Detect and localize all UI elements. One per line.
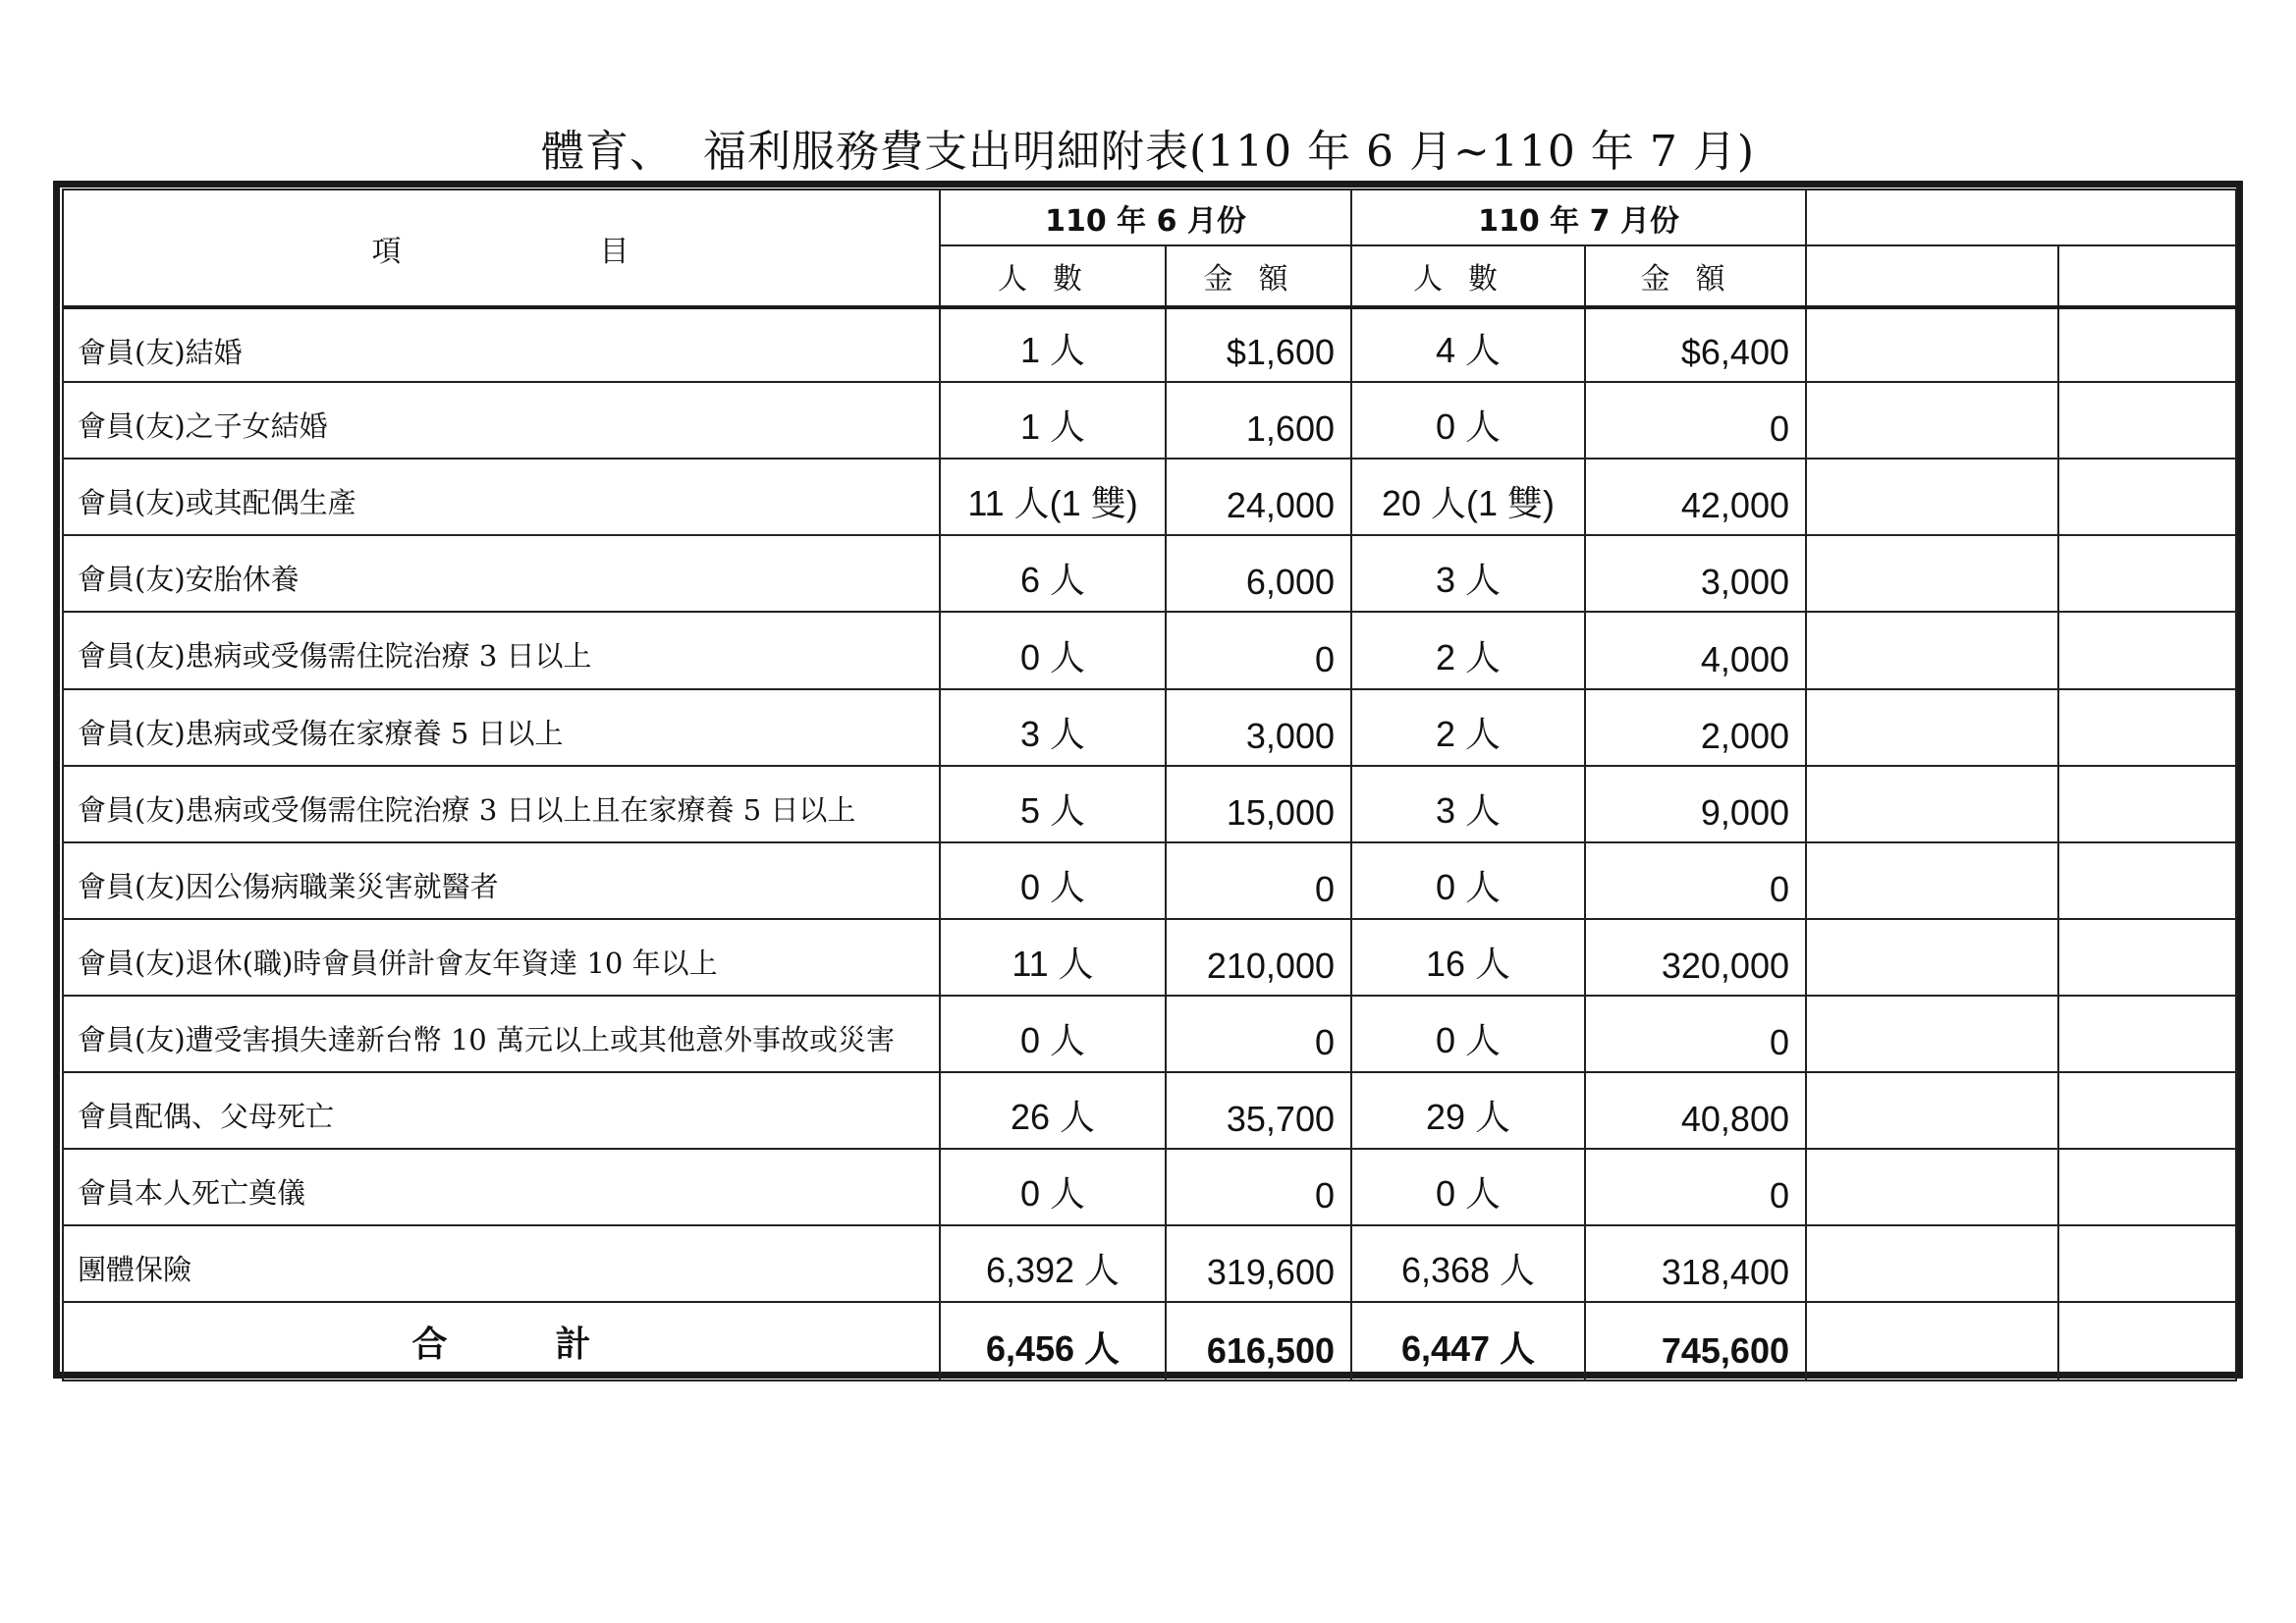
total-jun-amount-value: 616,500 [1206,1330,1335,1371]
jun-count-value: 11 人(1 雙) [967,483,1138,523]
total-label-char-2: 計 [555,1323,591,1365]
jun-count-value: 11 人 [1011,944,1094,984]
jul-count-cell [1351,689,1585,766]
jul-count-cell [1351,307,1585,382]
jun-amount-value: 0 [1314,639,1335,679]
blank-cell [1806,1149,2058,1225]
blank-cell [1806,689,2058,766]
table-row [63,535,2236,612]
table-row [63,612,2236,689]
table-row [63,382,2236,459]
jul-amount-cell [1585,1149,1806,1225]
item-header-char-1: 項 [371,234,404,269]
item-cell [63,1225,940,1302]
jul-count-value: 6,368 人 [1400,1250,1536,1290]
jul-amount-cell [1585,612,1806,689]
blank-cell [2058,996,2236,1072]
jun-amount-value: 3,000 [1245,716,1335,756]
jul-count-cell [1351,535,1585,612]
jun-amount-value: 0 [1314,869,1335,909]
table-row [63,919,2236,996]
jun-amount-value: 6,000 [1245,562,1335,602]
blank-cell [2058,459,2236,535]
total-jul-count-value: 6,447 人 [1400,1328,1536,1369]
jul-amount-value: 3,000 [1700,562,1789,602]
jul-count-value: 0 人 [1435,406,1502,447]
jun-amount-cell [1166,919,1351,996]
table-row [63,1225,2236,1302]
blank-cell [2058,382,2236,459]
jun-count-value: 6 人 [1019,560,1086,600]
jun-count-cell [940,535,1166,612]
jun-amount-cell [1166,1072,1351,1149]
jul-count-value: 0 人 [1435,1020,1502,1060]
blank-cell [1806,307,2058,382]
item-cell [63,1149,940,1225]
jun-amount-cell [1166,842,1351,919]
jun-count-cell [940,307,1166,382]
amount-header-jun: 金額 [1166,245,1351,307]
jul-count-cell [1351,842,1585,919]
jul-amount-value: 4,000 [1700,639,1789,679]
month-header-jun: 110 年 6 月份 [940,189,1351,245]
month-header-jul: 110 年 7 月份 [1351,189,1806,245]
item-label: 會員(友)患病或受傷在家療養 5 日以上 [78,717,564,750]
jul-amount-value: 320,000 [1661,946,1789,986]
table-row [63,766,2236,842]
item-cell [63,842,940,919]
item-cell [63,307,940,382]
jul-count-value: 2 人 [1435,714,1502,754]
jun-amount-value: 319,600 [1206,1252,1335,1292]
jul-count-cell [1351,382,1585,459]
item-label: 會員(友)患病或受傷需住院治療 3 日以上且在家療養 5 日以上 [78,793,856,827]
jun-amount-cell [1166,459,1351,535]
jun-amount-cell [1166,996,1351,1072]
jul-count-value: 3 人 [1435,790,1502,831]
blank-cell [1806,1072,2058,1149]
blank-cell [2058,612,2236,689]
item-cell [63,996,940,1072]
jun-amount-cell [1166,1225,1351,1302]
jul-count-value: 0 人 [1435,867,1502,907]
jun-count-cell [940,1149,1166,1225]
item-label: 會員(友)之子女結婚 [78,409,328,443]
item-cell [63,459,940,535]
table-row [63,1072,2236,1149]
total-jul-amount-cell [1585,1302,1806,1380]
blank-cell [1806,766,2058,842]
jun-count-cell [940,1072,1166,1149]
item-label: 團體保險 [78,1253,192,1286]
item-label: 會員配偶、父母死亡 [78,1100,335,1133]
item-column-header [63,189,940,307]
item-label: 會員(友)遭受害損失達新台幣 10 萬元以上或其他意外事故或災害 [78,1023,895,1056]
jul-count-value: 3 人 [1435,560,1502,600]
count-header-jun: 人數 [940,245,1166,307]
item-label: 會員(友)患病或受傷需住院治療 3 日以上 [78,639,592,673]
blank-cell [1806,842,2058,919]
table-row [63,307,2236,382]
item-cell [63,382,940,459]
item-label: 會員(友)安胎休養 [78,563,300,596]
blank-cell [1806,535,2058,612]
jun-count-cell [940,382,1166,459]
jul-amount-value: 42,000 [1680,485,1789,525]
blank-cell [2058,919,2236,996]
total-label-cell [63,1302,940,1380]
jul-amount-value: 0 [1769,1175,1789,1216]
jun-amount-cell [1166,382,1351,459]
jul-amount-cell [1585,1072,1806,1149]
jun-amount-cell [1166,689,1351,766]
item-label: 會員(友)因公傷病職業災害就醫者 [78,870,499,903]
jun-amount-value: 0 [1314,1175,1335,1216]
total-jul-count-cell [1351,1302,1585,1380]
jun-count-cell [940,996,1166,1072]
jul-amount-value: 9,000 [1700,792,1789,833]
table-row [63,1149,2236,1225]
blank-cell [2058,307,2236,382]
jun-amount-cell [1166,535,1351,612]
jun-count-value: 26 人 [1010,1097,1096,1137]
jun-count-value: 5 人 [1019,790,1086,831]
table-row [63,996,2236,1072]
jul-count-cell [1351,996,1585,1072]
item-label: 會員(友)或其配偶生產 [78,486,356,519]
jun-count-cell [940,766,1166,842]
jun-count-cell [940,1225,1166,1302]
blank-cell [2058,766,2236,842]
total-label-char-1: 合 [411,1323,448,1365]
jun-count-cell [940,919,1166,996]
jul-amount-cell [1585,996,1806,1072]
jun-amount-value: $1,600 [1226,332,1335,372]
jun-amount-cell [1166,766,1351,842]
jul-amount-cell [1585,535,1806,612]
jun-count-value: 0 人 [1019,867,1086,907]
jun-amount-cell [1166,1149,1351,1225]
jul-amount-value: 318,400 [1661,1252,1789,1292]
blank-cell [2058,1149,2236,1225]
blank-cell [1806,996,2058,1072]
jul-amount-cell [1585,307,1806,382]
total-jun-count-value: 6,456 人 [985,1328,1121,1369]
jul-amount-value: 0 [1769,1022,1789,1062]
blank-cell [1806,919,2058,996]
jun-count-value: 1 人 [1019,330,1086,370]
jun-amount-value: 35,700 [1226,1099,1335,1139]
total-jul-amount-value: 745,600 [1661,1330,1789,1371]
jul-amount-value: 0 [1769,869,1789,909]
total-row [63,1302,2236,1380]
page-title: 體育、 福利服務費支出明細附表(110 年 6 月~110 年 7 月) [540,127,1756,177]
jul-count-value: 20 人(1 雙) [1381,483,1556,523]
blank-cell [1806,459,2058,535]
blank-cell [1806,1225,2058,1302]
item-label: 會員(友)結婚 [78,336,243,369]
jun-count-value: 6,392 人 [985,1250,1121,1290]
item-header-char-2: 目 [599,234,631,269]
count-header-jul: 人數 [1351,245,1585,307]
total-jun-count-cell [940,1302,1166,1380]
item-label: 會員本人死亡奠儀 [78,1176,306,1210]
item-cell [63,535,940,612]
jun-count-value: 3 人 [1019,714,1086,754]
jun-count-cell [940,842,1166,919]
jul-amount-cell [1585,1225,1806,1302]
jun-amount-cell [1166,307,1351,382]
jul-count-value: 29 人 [1425,1097,1511,1137]
expense-table [62,189,2237,1381]
blank-cell [2058,245,2236,307]
jul-amount-cell [1585,766,1806,842]
jul-count-value: 16 人 [1425,944,1511,984]
item-cell [63,919,940,996]
jun-amount-value: 24,000 [1226,485,1335,525]
jul-amount-cell [1585,689,1806,766]
jun-amount-value: 210,000 [1206,946,1335,986]
jun-count-value: 0 人 [1019,637,1086,677]
blank-cell [2058,689,2236,766]
total-jun-amount-cell [1166,1302,1351,1380]
table-row [63,842,2236,919]
jul-count-cell [1351,612,1585,689]
item-cell [63,612,940,689]
jul-amount-cell [1585,459,1806,535]
item-cell [63,766,940,842]
jul-count-cell [1351,919,1585,996]
jul-count-cell [1351,459,1585,535]
jul-count-cell [1351,1072,1585,1149]
jul-amount-cell [1585,919,1806,996]
item-cell [63,1072,940,1149]
jul-count-cell [1351,1149,1585,1225]
jul-amount-value: 2,000 [1700,716,1789,756]
blank-cell [1806,382,2058,459]
jul-amount-value: 0 [1769,408,1789,449]
jun-amount-value: 0 [1314,1022,1335,1062]
jul-amount-cell [1585,842,1806,919]
jul-count-cell [1351,766,1585,842]
blank-cell [2058,1072,2236,1149]
jun-amount-value: 1,600 [1245,408,1335,449]
jun-count-cell [940,689,1166,766]
jul-count-value: 0 人 [1435,1173,1502,1214]
jun-count-value: 0 人 [1019,1020,1086,1060]
table-row [63,689,2236,766]
blank-cell [2058,1302,2236,1380]
item-cell [63,689,940,766]
jul-amount-cell [1585,382,1806,459]
jul-amount-value: $6,400 [1680,332,1789,372]
item-label: 會員(友)退休(職)時會員併計會友年資達 10 年以上 [78,947,718,980]
blank-header [1806,189,2236,245]
amount-header-jul: 金額 [1585,245,1806,307]
blank-cell [1806,245,2058,307]
blank-cell [1806,612,2058,689]
jul-count-value: 4 人 [1435,330,1502,370]
jul-count-cell [1351,1225,1585,1302]
jul-count-value: 2 人 [1435,637,1502,677]
blank-cell [1806,1302,2058,1380]
jul-amount-value: 40,800 [1680,1099,1789,1139]
jun-count-cell [940,459,1166,535]
jun-amount-cell [1166,612,1351,689]
blank-cell [2058,1225,2236,1302]
jun-amount-value: 15,000 [1226,792,1335,833]
jun-count-cell [940,612,1166,689]
table-row [63,459,2236,535]
jun-count-value: 1 人 [1019,406,1086,447]
jun-count-value: 0 人 [1019,1173,1086,1214]
blank-cell [2058,535,2236,612]
blank-cell [2058,842,2236,919]
